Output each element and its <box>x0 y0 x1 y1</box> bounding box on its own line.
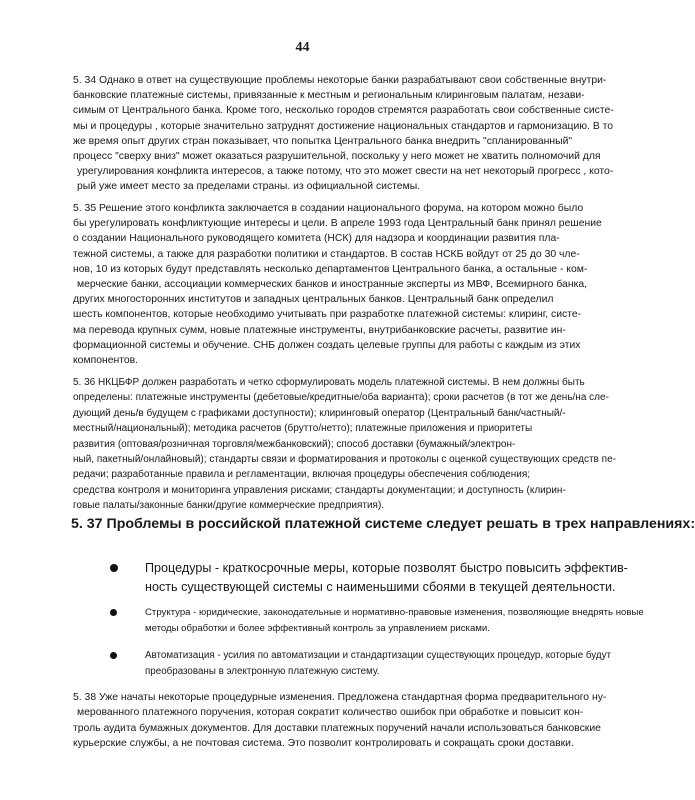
bullet-icon <box>110 652 117 659</box>
text-line: методы обработки и более эффективный контроль за управлением рисками. <box>145 623 490 634</box>
text-line: троль аудита бумажных документов. Для доставки платежных поручений начали использоваться банковские <box>73 722 601 734</box>
text-line: ма перевода крупных сумм, новые платежные инструменты, внутрибанковские расчеты, развитие ин- <box>73 324 566 336</box>
text-line: дующий день/в будущем с графиками доступности); клиринговый оператор (Центральный банк/частный/- <box>73 407 566 419</box>
text-line: мерованного платежного поручения, которая сократит количество ошибок при обработке и повысит кон- <box>77 707 584 719</box>
text-line: мерческие банки, ассоциации коммерческих банков и иностранные эксперты из МВФ, Всемирного банка, <box>77 279 588 291</box>
text-line: урегулирования конфликта интересов, а также потому, что это может свести на нет некоторый прогресс , кото- <box>77 166 614 178</box>
bullet-icon <box>110 609 117 616</box>
text-line: 5. 36 НКЦБФР должен разработать и четко сформулировать модель платежной системы. В нем должны быть <box>73 377 585 388</box>
bullet-text <box>145 559 628 597</box>
text-line: тежной системы, а также для разработки политики и стандартов. В состав НСКБ войдут от 25 до 30 чле- <box>73 248 580 260</box>
text-line: шесть компонентов, которые необходимо учитывать при разработке платежной системы: клиринг, систе- <box>73 309 582 321</box>
text-line: мы и процедуры , которые значительно затруднят достижение национальных стандартов и гармонизацию. В то <box>73 120 614 132</box>
text-line: средства контроля и мониторинга управления рисками; стандарты документации; и доступность (клирин- <box>73 484 566 496</box>
text-line: редачи; разработанные правила и регламентации, включая процедуры обеспечения соблюдения; <box>73 469 531 481</box>
text-line: ный, пакетный/онлайновый); стандарты связи и форматирования и протоколы с оценкой существующих средств пе- <box>73 454 616 466</box>
text-line: Структура - юридические, законодательные и нормативно-правовые изменения, позволяющие внедрять новые <box>145 607 644 618</box>
text-line: курьерские службы, а не почтовая система. Это позволит контролировать и сокращать сроки доставки. <box>73 738 574 750</box>
text-line: Автоматизация - усилия по автоматизации и стандартизации существующих процедур, которые будут <box>145 650 611 661</box>
text-line: 5. 34 Однако в ответ на существующие проблемы некоторые банки разрабатывают свои собственные внутри- <box>73 75 607 86</box>
text-line: 5. 35 Решение этого конфликта заключается в создании национального форума, на котором можно было <box>73 203 584 214</box>
text-line: других многосторонних институтов и западных центральных банков. Центральный банк определил <box>73 294 554 306</box>
text-line: бы урегулировать конфликтующие интересы и цели. В апреле 1993 года Центральный банк принял решение <box>73 218 602 230</box>
text-line: симым от Центрального банка. Кроме того, несколько городов стремятся разработать свои собственные систе- <box>73 105 614 117</box>
paragraph-5-38 <box>73 690 607 752</box>
bullet-icon <box>110 564 118 572</box>
text-line: же время опыт других стран показывает, что попытка Центрального банка внедрить "спланированный" <box>73 135 573 147</box>
text-line: компонентов. <box>73 355 139 367</box>
text-line: определены: платежные инструменты (дебетовые/кредитные/оба варианта); сроки расчетов (в тот же день/на сле- <box>73 392 609 404</box>
text-line: местный/национальный); методика расчетов (брутто/нетто); платежные приложения и приоритеты <box>73 423 533 435</box>
text-line: рый уже имеет место за пределами страны. из официальной системы. <box>77 181 421 193</box>
text-line: 5. 38 Уже начаты некоторые процедурные изменения. Предложена стандартная форма предварительного ну- <box>73 692 607 703</box>
text-line: говые палаты/законные банки/другие коммерческие предприятия). <box>73 500 385 512</box>
bullet-text <box>145 648 611 680</box>
bullet-text <box>145 605 644 637</box>
text-line: банковские платежные системы, привязанные к местным и региональным клиринговым палатам, незави- <box>73 90 585 102</box>
text-line: развития (оптовая/розничная торговля/межбанковский); способ доставки (бумажный/электрон- <box>73 438 516 450</box>
paragraph-5-36 <box>73 375 616 514</box>
text-line: преобразованы в электронную платежную систему. <box>145 666 380 677</box>
paragraph-5-34 <box>73 73 614 195</box>
text-line: ность существующей системы с наименьшими сбоями в текущей деятельности. <box>145 580 616 594</box>
text-line: нов, 10 из которых будут представлять несколько департаментов Центрального банка, а остальные - ком- <box>73 263 588 275</box>
text-line: Процедуры - краткосрочные меры, которые позволят быстро повысить эффектив- <box>145 561 628 575</box>
page-number: 44 <box>295 40 310 55</box>
section-heading-5-37: 5. 37 Проблемы в российской платежной системе следует решать в трех направлениях: <box>71 516 695 532</box>
paragraph-5-35 <box>73 201 602 368</box>
text-line: о создании Национального руководящего комитета (НСК) для надзора и координации развития пла- <box>73 233 560 245</box>
text-line: формационной системы и обучение. СНБ должен создать целевые группы для работы с каждым из этих <box>73 339 581 351</box>
text-line: процесс "сверху вниз" может оказаться разрушительной, поскольку у него может не хватить полномочий для <box>73 151 601 163</box>
